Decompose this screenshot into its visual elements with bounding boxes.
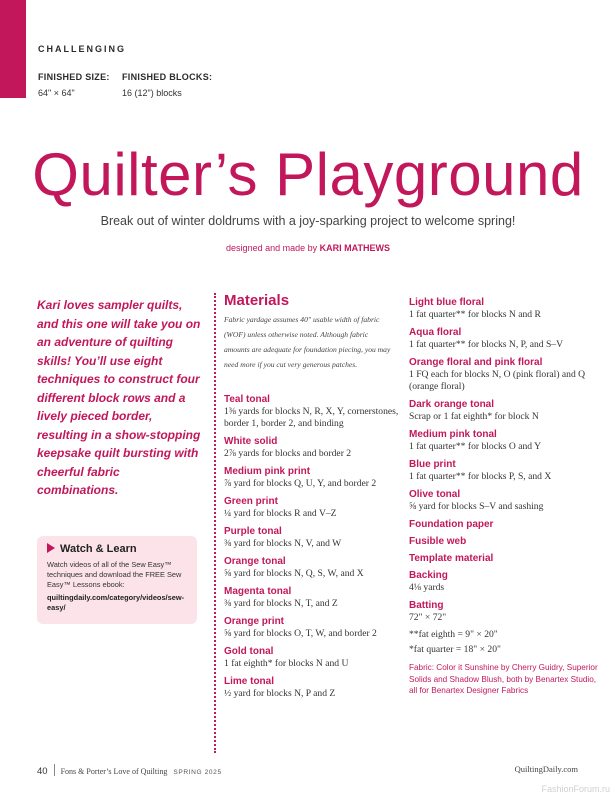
material-item [224, 393, 404, 430]
watch-learn-text: Watch videos of all of the Sew Easy™ techniques and download the FREE Sew Easy™ Lessons ebook: [47, 560, 182, 589]
material-name: Gold tonal [224, 646, 274, 657]
material-desc: ⅜ yard for blocks N, T, and Z [224, 598, 338, 609]
material-desc: 1 fat quarter** for blocks N and R [409, 309, 541, 320]
watermark: FashionForum.ru [541, 784, 610, 794]
material-item [409, 569, 599, 594]
material-name: Aqua floral [409, 327, 462, 338]
footer-divider [54, 764, 55, 776]
publication-name: Fons & Porter’s Love of Quilting [60, 767, 168, 776]
material-name: Batting [409, 600, 444, 611]
material-item [224, 675, 404, 700]
standalone-item: Foundation paper [409, 519, 494, 530]
finished-size-value: 64" × 64" [38, 88, 75, 98]
page-subtitle: Break out of winter doldrums with a joy-sparking project to welcome spring! [100, 214, 516, 228]
materials-list-c [409, 296, 599, 697]
material-name: Lime tonal [224, 676, 275, 687]
material-desc: ⅞ yard for blocks Q, U, Y, and border 2 [224, 478, 377, 489]
finished-size-label: FINISHED SIZE: [38, 72, 110, 82]
material-name: Dark orange tonal [409, 399, 495, 410]
intro-text: Kari loves sampler quilts, and this one will take you on an adventure of quilting skills! You’ll use eight techniques to construct four different block rows and a lively pieced border, resulting in a show-stopping keepsake quilt bursting with cheerful fabric combinations. [37, 298, 201, 497]
fabric-credit: Fabric: Color it Sunshine by Cherry Guidry, Superior Solids and Shadow Blush, both by Benartex Studio, all for Benartex Designer Fabrics [409, 663, 598, 695]
standalone-item: Template material [409, 553, 494, 564]
material-item [224, 645, 404, 670]
finished-blocks-value: 16 (12") blocks [122, 88, 182, 98]
material-desc: ½ yard for blocks N, P and Z [224, 688, 336, 699]
material-item [409, 599, 599, 624]
material-name: Blue print [409, 459, 456, 470]
material-item [224, 435, 404, 460]
page-number: 40 [37, 766, 48, 777]
material-desc: Scrap or 1 fat eighth* for block N [409, 411, 539, 422]
material-name: Medium pink tonal [409, 429, 497, 440]
footnote: **fat eighth = 9" × 20" [409, 629, 498, 640]
material-item [224, 555, 404, 580]
material-desc: ¼ yard for blocks R and V–Z [224, 508, 337, 519]
material-name: Teal tonal [224, 394, 270, 405]
material-desc: 1 fat quarter** for blocks O and Y [409, 441, 542, 452]
material-desc: 2⅞ yards for blocks and border 2 [224, 448, 352, 459]
finished-blocks-label: FINISHED BLOCKS: [122, 72, 213, 82]
material-desc: ⅜ yard for blocks N, V, and W [224, 538, 342, 549]
difficulty-level: CHALLENGING [38, 44, 126, 54]
material-item [409, 428, 599, 453]
footnote: *fat quarter = 18" × 20" [409, 644, 501, 655]
material-item [409, 458, 599, 483]
material-name: Medium pink print [224, 466, 311, 477]
site-url: QuiltingDaily.com [514, 764, 578, 774]
material-name: Purple tonal [224, 526, 282, 537]
page-footer-left [37, 764, 222, 777]
material-desc: 1 FQ each for blocks N, O (pink floral) and Q (orange floral) [409, 369, 586, 392]
material-desc: 72" × 72" [409, 612, 447, 623]
material-item [409, 398, 599, 423]
material-name: Magenta tonal [224, 586, 292, 597]
material-name: Green print [224, 496, 278, 507]
material-name: White solid [224, 436, 278, 447]
material-desc: ⅝ yard for blocks S–V and sashing [409, 501, 544, 512]
material-item [224, 465, 404, 490]
materials-heading: Materials [224, 292, 290, 309]
issue-season: SPRING 2025 [173, 769, 222, 776]
standalone-item: Fusible web [409, 536, 467, 547]
material-item [409, 296, 599, 321]
watch-learn-link[interactable]: quiltingdaily.com/category/videos/sew-easy/ [47, 593, 185, 612]
credit-prefix: designed and made by [226, 243, 320, 253]
accent-edge-bar [0, 0, 26, 98]
material-name: Orange print [224, 616, 285, 627]
material-item [224, 495, 404, 520]
material-desc: 1⅜ yards for blocks N, R, X, Y, cornerstones, border 1, border 2, and binding [224, 406, 399, 429]
material-item [224, 525, 404, 550]
material-name: Orange tonal [224, 556, 286, 567]
material-name: Backing [409, 570, 448, 581]
material-item [409, 326, 599, 351]
material-name: Olive tonal [409, 489, 461, 500]
material-item [224, 585, 404, 610]
material-item [409, 488, 599, 513]
play-icon [47, 543, 55, 553]
material-desc: 1 fat quarter** for blocks P, S, and X [409, 471, 552, 482]
material-item [224, 615, 404, 640]
designer-credit [0, 243, 616, 253]
page-title: Quilter’s Playground [32, 141, 584, 208]
material-desc: 4⅛ yards [409, 582, 445, 593]
material-desc: ⅝ yard for blocks O, T, W, and border 2 [224, 628, 377, 639]
material-name: Orange floral and pink floral [409, 357, 543, 368]
materials-list-b [224, 393, 404, 705]
watch-learn-box [37, 536, 197, 624]
column-divider [214, 293, 216, 753]
credit-author: KARI MATHEWS [319, 243, 390, 253]
watch-learn-heading: Watch & Learn [47, 543, 137, 555]
material-desc: 1 fat quarter** for blocks N, P, and S–V [409, 339, 564, 350]
material-desc: 1 fat eighth* for blocks N and U [224, 658, 349, 669]
material-desc: ⅝ yard for blocks N, Q, S, W, and X [224, 568, 364, 579]
materials-note: Fabric yardage assumes 40" usable width of fabric (WOF) unless otherwise noted. Although fabric amounts are adequate for foundation piecing, you may need more if you cut very generous patches. [224, 315, 391, 369]
material-item [409, 356, 599, 393]
material-name: Light blue floral [409, 297, 484, 308]
